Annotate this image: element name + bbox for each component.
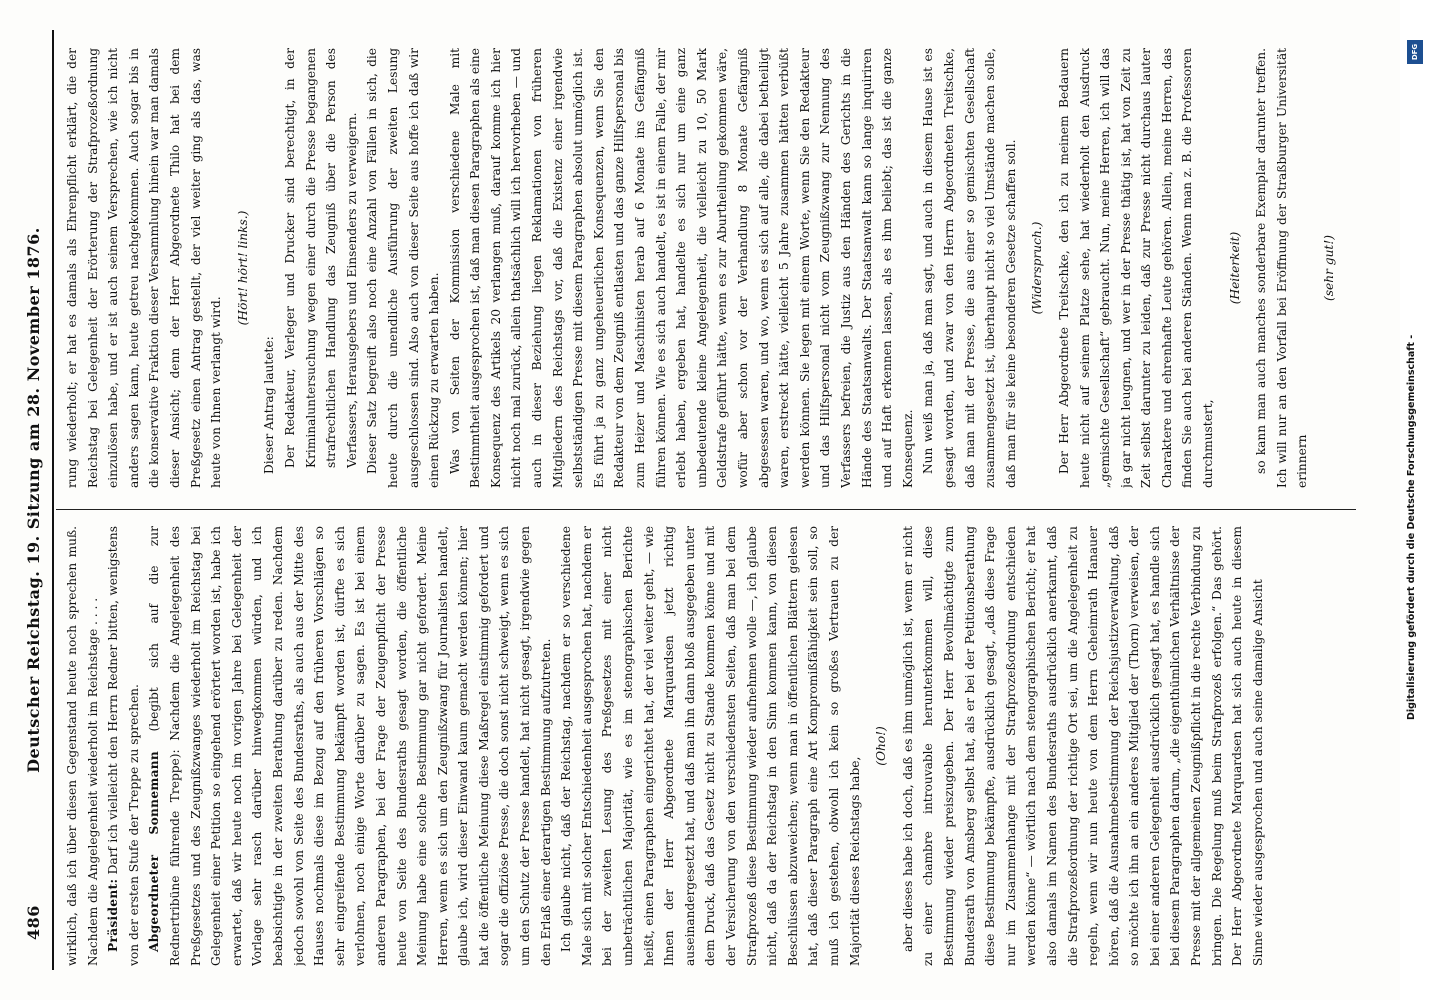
body-paragraph: Der Herr Abgeordnete Treitschke, den ich zu meinem Bedauern heute nicht auf seinem Platze sehe, hat wiederholt den Ausdruck „gemischte Gesellschaft“ gebraucht. Nun, meine Herren, ich will das ja gar nicht leugnen, und wer in der Presse thätig ist, hat von Zeit zu Zeit selbst darunter zu leiden, daß zur Presse nicht durchaus lauter Charaktere und ehrenhafte Leute gehören. Allein, meine Herren, das finden Sie auch bei anderen Ständen. Wenn man z. B. die Professoren durchmustert, [1056, 48, 1216, 488]
running-head [20, 60, 48, 940]
body-paragraph: Nun weiß man ja, daß man sagt, und auch in diesem Hause ist es gesagt worden, und zwar von den Herrn Abgeordneten Treitschke, daß man mit der Presse, die aus einer so gemischten Gesellschaft zusammengesetzt ist, überhaupt nicht so viel Umstände machen solle, daß man für sie keine besonderen Gesetze schaffen soll. [921, 48, 1018, 488]
speaker-name: Abgeordneter Sonnemann [147, 750, 162, 952]
interjection: (sehr gut!) [1322, 235, 1337, 301]
interjection: (Oho!) [874, 726, 889, 766]
body-paragraph: aber dieses habe ich doch, daß es ihm unmöglich ist, wenn er nicht zu einer chambre introuvable herunterkommen will, diese Bestimmung wieder preiszugeben. Der Herr Bevollmächtigte zum Bundesrath von Amsberg selbst hat, als er bei der Petitionsberathung diese Bestimmung bekämpfte, ausdrücklich gesagt, „daß diese Frage nur im Zusammenhange mit der Strafprozeßordnung entschieden werden könne“ — wörtlich nach dem stenographischen Bericht; er hat also damals im Namen des Bundesraths ausdrücklich anerkannt, daß die Strafprozeßordnung der richtige Ort sei, um die Angelegenheit zu regeln, wenn wir nun heute von dem Herrn Geheimrath Hanauer hören, daß die Ausnahmebestimmung der Reichsjustizverwaltung, daß so möchte ich ihn an ein anderes Mitglied der (Thorn) verweisen, der bei einer anderen Gelegenheit ausdrücklich gesagt hat, es handle sich bei diesem Paragraphen darum, „die eigenthümlichen Verhältnisse der Presse mit der allgemeinen Zeugnißpflicht in die rechte Verbindung zu bringen. Die Regelung muß beim Strafprozeß erfolgen.“ Das gehört. Der Herr Abgeordnete Marquardsen hat sich auch heute in diesem Sinne wieder ausgesprochen und auch seine damalige Ansicht [900, 526, 1265, 966]
quoted-motion: Der Redakteur, Verleger und Drucker sind berechtigt, in der Kriminaluntersuchung wegen einer durch die Presse begangenen strafrechtlichen Handlung das Zeugniß über die Person des Verfassers, Herausgebers und Einsenders zu verweigern. [282, 48, 359, 468]
interjection: (Widerspruch.) [1030, 221, 1045, 315]
body-paragraph: Was von Seiten der Kommission verschiedene Male mit Bestimmtheit ausgesprochen ist, daß man diesen Paragraphen als eine Konsequenz des Artikels 20 verlangen muß, darauf komme ich hier nicht noch mal zurück, allein thatsächlich will ich hervorheben — und auch in dieser Beziehung liegen Reklamationen von früheren Mitgliedern des Reichstags vor, daß die Existenz einer irgendwie selbstständigen Presse mit diesem Paragraphen absolut unmöglich ist. Es führt ja zu ganz ungeheuerlichen Konsequenzen, wenn Sie den Redakteur von dem Zeugniß entlasten und das ganze Hilfspersonal bis zum Heizer und Maschinisten herab auf 6 Monate ins Gefängniß führen können. Wie es sich auch handelt, es ist in einem Falle, der mir erlebt haben, ergeben hat, handelte es sich nur um eine ganz unbedeutende kleine Angelegenheit, die vielleicht zu 10, 50 Mark Geldstrafe geführt hätte, wenn es zur Aburtheilung gekommen wäre, wofür aber schon vor der Verhandlung 8 Monate Gefängniß abgesessen waren, und wo, wenn es sich auf alle, die dabei betheiligt waren, erstreckt hätte, vielleicht 5 Jahre zusammen hätten verbüßt werden können. Sie legen mit einem Worte, wenn Sie den Redakteur und das Hilfspersonal nicht vom Zeugnißzwang zur Nennung des Verfassers befreien, die Justiz aus den Händen des Gerichts in die Hände des Staatsanwalts. Der Staatsanwalt kann so lange inquiriren und auf Haft erkennen lassen, als es ihm beliebt; das ist die ganze Konsequenz. [447, 48, 915, 488]
header-rule [52, 30, 54, 970]
speech-paragraph [103, 526, 144, 966]
speech-paragraph [144, 526, 556, 966]
column-divider [56, 509, 1356, 510]
body-paragraph: rung wiederholt; er hat es damals als Ehrenpflicht erklärt, die der Reichstag bei Gelegenheit der Erörterung der Strafprozeßordnung einzulösen habe, und er ist auch seinem Versprechen, wie ich nicht anders sagen kann, heute getreu nachgekommen. Auch sogar bis in die konservative Fraktion dieser Versammlung hinein war man damals dieser Ansicht; denn der Herr Abgeordnete Thilo hat bei dem Preßgesetz einen Antrag gestellt, der viel weiter ging als das, was heute von Ihnen verlangt wird. [65, 48, 224, 488]
body-paragraph: Dieser Satz begreift also noch eine Anzahl von Fällen in sich, die heute durch die unendliche Ausführung der zweiten Lesung ausgeschlossen sind. Also auch von dieser Seite aus hoffe ich daß wir einen Rückzug zu erwarten haben. [365, 48, 442, 488]
speech-text: (begibt sich auf die zur Rednertribüne führende Treppe): Nachdem die Angelegenheit des Preßgesetzes und des Zeugnißzwanges wiederholt im Reichstag bei Gelegenheit einer Petition so eingehend erörtert worden ist, habe ich erwartet, daß wir heute noch im vorigen Jahre bei Gelegenheit der Vorlage sehr rasch darüber hinwegkommen würden, und ich beabsichtigte in der zweiten Berathung darüber zu reden. Nachdem jedoch sowohl von Seite des Bundesraths, als auch aus der Mitte des Hauses nochmals diese im Bezug auf den früheren Vorschlägen so sehr eingreifende Bestimmung bekämpft worden ist, dürfte es sich verlohnen, noch einige Worte darüber zu sagen. Es ist bei einem anderen Paragraphen, bei der Frage der Zeugenpflicht der Presse heute von Seite des Bundesraths gesagt worden, die öffentliche Meinung habe eine solche Bestimmung gar nicht gefordert. Meine Herren, wenn es sich um den Zeugnißzwang für Journalisten handelt, glaube ich, wird dieser Einwand kaum gemacht werden können; hier hat die öffentliche Meinung diese Maßregel einstimmig gefordert und sogar die offiziöse Presse, die doch sonst nicht schweigt, wenn es sich um den Schutz der Presse handelt, hat nicht gesagt, irgendwie gegen den Erlaß einer derartigen Bestimmung aufzutreten. [147, 526, 553, 966]
page-title: Deutscher Reichstag. 19. Sitzung am 28. November 1876. [24, 227, 43, 773]
left-column [62, 526, 1352, 966]
body-paragraph: wirklich, daß ich über diesen Gegenstand heute noch sprechen muß. Nachdem die Angelegenheit wiederholt im Reichstage . . . . [65, 526, 100, 966]
speaker-name: Präsident: [106, 878, 121, 952]
page-number: 486 [24, 905, 43, 940]
interjection: (Hört! hört! links.) [235, 210, 250, 326]
speech-text: Darf ich vielleicht den Herrn Redner bitten, wenigstens von der ersten Stufe der Treppe zu sprechen. [106, 526, 141, 966]
dfg-logo-icon: DFG [1407, 40, 1423, 64]
body-paragraph: Ich glaube nicht, daß der Reichstag, nachdem er so verschiedene Male sich mit solcher Entschiedenheit ausgesprochen hat, nachdem er bei der zweiten Lesung des Preßgesetzes mit einer nicht unbeträchtlichen Majorität, wie es im stenographischen Berichte heißt, einen Paragraphen eingerichtet hat, der viel weiter geht, — wie Ihnen der Herr Abgeordnete Marquardsen jetzt richtig auseinandergesetzt hat, und daß man ihn dann bloß ausgegeben unter dem Druck, daß das Gesetz nicht zu Stande kommen könne und mit der Versicherung von den verschiedensten Seiten, daß man bei dem Strafprozeß diese Bestimmung wieder aufnehmen wolle —, ich glaube nicht, daß da der Reichstag in den Sinn kommen kann, von diesen Beschlüssen abzuweichen; wenn man in öffentlichen Blättern gelesen hat, daß dieser Paragraph eine Art Kompromißfähigkeit sein soll, so muß ich gestehen, obwohl ich kein so großes Vertrauen zu der Majorität dieses Reichstags habe, [559, 526, 862, 966]
right-column [62, 48, 1352, 488]
body-paragraph: Dieser Antrag lautete: [262, 336, 277, 474]
digitization-margin [1405, 20, 1427, 980]
digitization-credit: Digitalisierung gefördert durch die Deutsche Forschungsgemeinschaft - [1406, 334, 1417, 720]
interjection: (Heiterkeit) [1227, 231, 1242, 305]
body-paragraph: so kann man auch manches sonderbare Exemplar darunter treffen. Ich will nur an den Vorfall bei Eröffnung der Straßburger Universität erinnern [1254, 48, 1310, 488]
